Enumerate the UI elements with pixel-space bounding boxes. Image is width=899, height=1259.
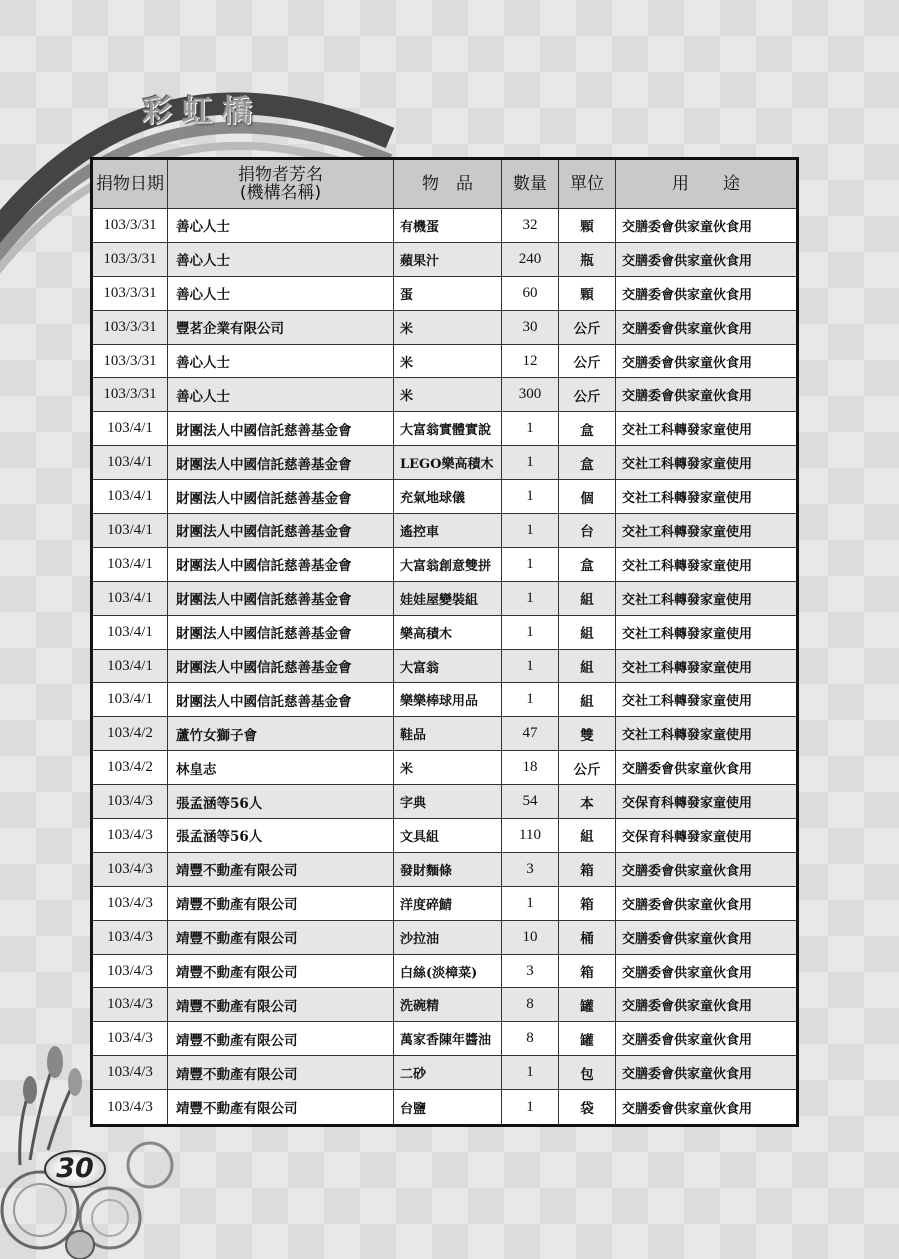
cell-date: 103/3/31 (92, 276, 168, 310)
cell-unit: 箱 (559, 886, 616, 920)
cell-use: 交膳委會供家童伙食用 (616, 378, 798, 412)
cell-use: 交膳委會供家童伙食用 (616, 988, 798, 1022)
table-row (92, 276, 798, 310)
cell-item: 充氣地球儀 (394, 480, 502, 514)
cell-date: 103/4/1 (92, 446, 168, 480)
cell-item: 發財麵條 (394, 852, 502, 886)
table-row (92, 954, 798, 988)
table-row (92, 344, 798, 378)
table-row (92, 446, 798, 480)
cell-unit: 組 (559, 615, 616, 649)
cell-qty: 1 (502, 412, 559, 446)
cell-date: 103/4/3 (92, 1056, 168, 1090)
cell-date: 103/3/31 (92, 242, 168, 276)
col-header-date: 捐物日期 (92, 159, 168, 209)
col-header-use: 用 途 (616, 159, 798, 209)
cell-unit: 公斤 (559, 751, 616, 785)
cell-date: 103/4/3 (92, 852, 168, 886)
cell-date: 103/4/2 (92, 751, 168, 785)
cell-unit: 公斤 (559, 310, 616, 344)
cell-donor: 財團法人中國信託慈善基金會 (168, 615, 394, 649)
table-row (92, 1056, 798, 1090)
cell-qty: 1 (502, 514, 559, 548)
cell-qty: 32 (502, 209, 559, 243)
cell-use: 交社工科轉發家童使用 (616, 480, 798, 514)
cell-use: 交社工科轉發家童使用 (616, 683, 798, 717)
table-row (92, 649, 798, 683)
cell-date: 103/3/31 (92, 209, 168, 243)
table-row (92, 412, 798, 446)
cell-donor: 財團法人中國信託慈善基金會 (168, 480, 394, 514)
cell-date: 103/4/1 (92, 683, 168, 717)
cell-date: 103/4/1 (92, 581, 168, 615)
cell-date: 103/4/2 (92, 717, 168, 751)
cell-qty: 12 (502, 344, 559, 378)
cell-item: 洋度碎鯖 (394, 886, 502, 920)
page-title: 彩虹橋 (142, 94, 262, 129)
cell-use: 交膳委會供家童伙食用 (616, 954, 798, 988)
cell-item: 樂樂棒球用品 (394, 683, 502, 717)
cell-item: 大富翁創意雙拼 (394, 547, 502, 581)
cell-qty: 30 (502, 310, 559, 344)
cell-donor: 財團法人中國信託慈善基金會 (168, 514, 394, 548)
table-row (92, 683, 798, 717)
cell-unit: 包 (559, 1056, 616, 1090)
cell-use: 交膳委會供家童伙食用 (616, 886, 798, 920)
cell-donor: 財團法人中國信託慈善基金會 (168, 683, 394, 717)
cell-qty: 110 (502, 819, 559, 853)
cell-item: 鞋品 (394, 717, 502, 751)
cell-donor: 善心人士 (168, 378, 394, 412)
cell-unit: 袋 (559, 1090, 616, 1126)
cell-item: 娃娃屋變裝組 (394, 581, 502, 615)
cell-use: 交保育科轉發家童使用 (616, 819, 798, 853)
cell-date: 103/4/3 (92, 1090, 168, 1126)
cell-use: 交社工科轉發家童使用 (616, 615, 798, 649)
col-header-donor-line2: (機構名稱) (239, 183, 322, 203)
cell-qty: 3 (502, 852, 559, 886)
cell-donor: 靖豐不動產有限公司 (168, 886, 394, 920)
cell-use: 交社工科轉發家童使用 (616, 547, 798, 581)
table-row (92, 819, 798, 853)
cell-use: 交社工科轉發家童使用 (616, 649, 798, 683)
cell-use: 交膳委會供家童伙食用 (616, 276, 798, 310)
cell-item: 大富翁實體實說 (394, 412, 502, 446)
cell-unit: 箱 (559, 852, 616, 886)
cell-date: 103/4/3 (92, 920, 168, 954)
table-row (92, 242, 798, 276)
cell-use: 交膳委會供家童伙食用 (616, 1056, 798, 1090)
cell-qty: 60 (502, 276, 559, 310)
cell-item: 米 (394, 310, 502, 344)
cell-date: 103/4/3 (92, 988, 168, 1022)
cell-unit: 盒 (559, 446, 616, 480)
table-row (92, 886, 798, 920)
cell-qty: 1 (502, 886, 559, 920)
cell-use: 交膳委會供家童伙食用 (616, 209, 798, 243)
table-row (92, 920, 798, 954)
cell-date: 103/4/3 (92, 785, 168, 819)
cell-donor: 財團法人中國信託慈善基金會 (168, 581, 394, 615)
cell-unit: 組 (559, 683, 616, 717)
cell-item: 大富翁 (394, 649, 502, 683)
cell-donor: 財團法人中國信託慈善基金會 (168, 649, 394, 683)
cell-donor: 靖豐不動產有限公司 (168, 920, 394, 954)
cell-donor: 善心人士 (168, 242, 394, 276)
cell-qty: 300 (502, 378, 559, 412)
cell-item: 蛋 (394, 276, 502, 310)
cell-unit: 雙 (559, 717, 616, 751)
cell-qty: 1 (502, 547, 559, 581)
cell-donor: 張孟涵等56人 (168, 785, 394, 819)
cell-qty: 10 (502, 920, 559, 954)
cell-unit: 瓶 (559, 242, 616, 276)
table-row (92, 717, 798, 751)
cell-unit: 桶 (559, 920, 616, 954)
cell-use: 交膳委會供家童伙食用 (616, 852, 798, 886)
cell-qty: 18 (502, 751, 559, 785)
cell-use: 交膳委會供家童伙食用 (616, 1090, 798, 1126)
cell-unit: 本 (559, 785, 616, 819)
table-header-row (92, 159, 798, 209)
cell-qty: 1 (502, 683, 559, 717)
cell-qty: 1 (502, 615, 559, 649)
cell-qty: 8 (502, 1022, 559, 1056)
cell-date: 103/3/31 (92, 310, 168, 344)
cell-use: 交社工科轉發家童使用 (616, 514, 798, 548)
table-row (92, 480, 798, 514)
cell-unit: 台 (559, 514, 616, 548)
cell-date: 103/4/1 (92, 412, 168, 446)
cell-unit: 罐 (559, 1022, 616, 1056)
cell-item: 萬家香陳年醬油 (394, 1022, 502, 1056)
cell-use: 交膳委會供家童伙食用 (616, 344, 798, 378)
cell-item: 有機蛋 (394, 209, 502, 243)
table-row (92, 1090, 798, 1126)
table-row (92, 1022, 798, 1056)
col-header-qty: 數量 (502, 159, 559, 209)
page-number: 30 (44, 1150, 106, 1188)
cell-item: 米 (394, 378, 502, 412)
table-row (92, 785, 798, 819)
cell-donor: 財團法人中國信託慈善基金會 (168, 412, 394, 446)
donation-table (90, 157, 799, 1127)
cell-unit: 組 (559, 581, 616, 615)
cell-donor: 善心人士 (168, 209, 394, 243)
cell-qty: 1 (502, 649, 559, 683)
cell-date: 103/4/1 (92, 480, 168, 514)
cell-date: 103/4/3 (92, 954, 168, 988)
table-row (92, 988, 798, 1022)
cell-date: 103/4/1 (92, 547, 168, 581)
table-row (92, 514, 798, 548)
cell-unit: 箱 (559, 954, 616, 988)
table-row (92, 751, 798, 785)
cell-donor: 善心人士 (168, 344, 394, 378)
table-row (92, 547, 798, 581)
cell-use: 交膳委會供家童伙食用 (616, 310, 798, 344)
cell-donor: 財團法人中國信託慈善基金會 (168, 446, 394, 480)
cell-item: 字典 (394, 785, 502, 819)
cell-date: 103/3/31 (92, 344, 168, 378)
cell-unit: 個 (559, 480, 616, 514)
cell-item: 文具組 (394, 819, 502, 853)
cell-date: 103/4/1 (92, 649, 168, 683)
cell-donor: 靖豐不動產有限公司 (168, 988, 394, 1022)
cell-qty: 54 (502, 785, 559, 819)
cell-qty: 1 (502, 480, 559, 514)
cell-use: 交膳委會供家童伙食用 (616, 751, 798, 785)
cell-item: 洗碗精 (394, 988, 502, 1022)
cell-unit: 公斤 (559, 378, 616, 412)
cell-item: 遙控車 (394, 514, 502, 548)
col-header-item: 物 品 (394, 159, 502, 209)
cell-unit: 顆 (559, 276, 616, 310)
cell-qty: 8 (502, 988, 559, 1022)
cell-use: 交社工科轉發家童使用 (616, 581, 798, 615)
col-header-donor (168, 159, 394, 209)
cell-item: 二砂 (394, 1056, 502, 1090)
cell-donor: 靖豐不動產有限公司 (168, 1022, 394, 1056)
col-header-unit: 單位 (559, 159, 616, 209)
table-row (92, 852, 798, 886)
cell-item: 蘋果汁 (394, 242, 502, 276)
cell-qty: 3 (502, 954, 559, 988)
cell-date: 103/4/1 (92, 615, 168, 649)
cell-unit: 組 (559, 819, 616, 853)
cell-item: 米 (394, 751, 502, 785)
cell-unit: 盒 (559, 547, 616, 581)
table-row (92, 581, 798, 615)
cell-item: 白絲(淡樟菜) (394, 954, 502, 988)
cell-donor: 靖豐不動產有限公司 (168, 1056, 394, 1090)
cell-use: 交膳委會供家童伙食用 (616, 242, 798, 276)
cell-donor: 靖豐不動產有限公司 (168, 1090, 394, 1126)
cell-donor: 張孟涵等56人 (168, 819, 394, 853)
cell-qty: 1 (502, 1090, 559, 1126)
cell-qty: 47 (502, 717, 559, 751)
cell-item: LEGO樂高積木 (394, 446, 502, 480)
cell-date: 103/4/3 (92, 819, 168, 853)
cell-date: 103/4/1 (92, 514, 168, 548)
cell-unit: 顆 (559, 209, 616, 243)
table-row (92, 310, 798, 344)
cell-item: 台鹽 (394, 1090, 502, 1126)
cell-use: 交膳委會供家童伙食用 (616, 920, 798, 954)
cell-donor: 蘆竹女獅子會 (168, 717, 394, 751)
cell-use: 交社工科轉發家童使用 (616, 446, 798, 480)
cell-item: 沙拉油 (394, 920, 502, 954)
cell-unit: 罐 (559, 988, 616, 1022)
cell-use: 交膳委會供家童伙食用 (616, 1022, 798, 1056)
cell-item: 樂高積木 (394, 615, 502, 649)
cell-qty: 1 (502, 446, 559, 480)
cell-donor: 財團法人中國信託慈善基金會 (168, 547, 394, 581)
cell-item: 米 (394, 344, 502, 378)
cell-unit: 盒 (559, 412, 616, 446)
cell-date: 103/4/3 (92, 1022, 168, 1056)
table-row (92, 378, 798, 412)
cell-use: 交社工科轉發家童使用 (616, 412, 798, 446)
cell-use: 交社工科轉發家童使用 (616, 717, 798, 751)
table-row (92, 209, 798, 243)
cell-donor: 靖豐不動產有限公司 (168, 852, 394, 886)
col-header-donor-line1: 捐物者芳名 (238, 165, 323, 185)
cell-date: 103/3/31 (92, 378, 168, 412)
cell-unit: 組 (559, 649, 616, 683)
cell-qty: 1 (502, 1056, 559, 1090)
cell-donor: 善心人士 (168, 276, 394, 310)
cell-donor: 林皇志 (168, 751, 394, 785)
cell-qty: 1 (502, 581, 559, 615)
cell-donor: 靖豐不動產有限公司 (168, 954, 394, 988)
cell-date: 103/4/3 (92, 886, 168, 920)
cell-qty: 240 (502, 242, 559, 276)
table-row (92, 615, 798, 649)
cell-use: 交保育科轉發家童使用 (616, 785, 798, 819)
cell-unit: 公斤 (559, 344, 616, 378)
cell-donor: 豐茗企業有限公司 (168, 310, 394, 344)
